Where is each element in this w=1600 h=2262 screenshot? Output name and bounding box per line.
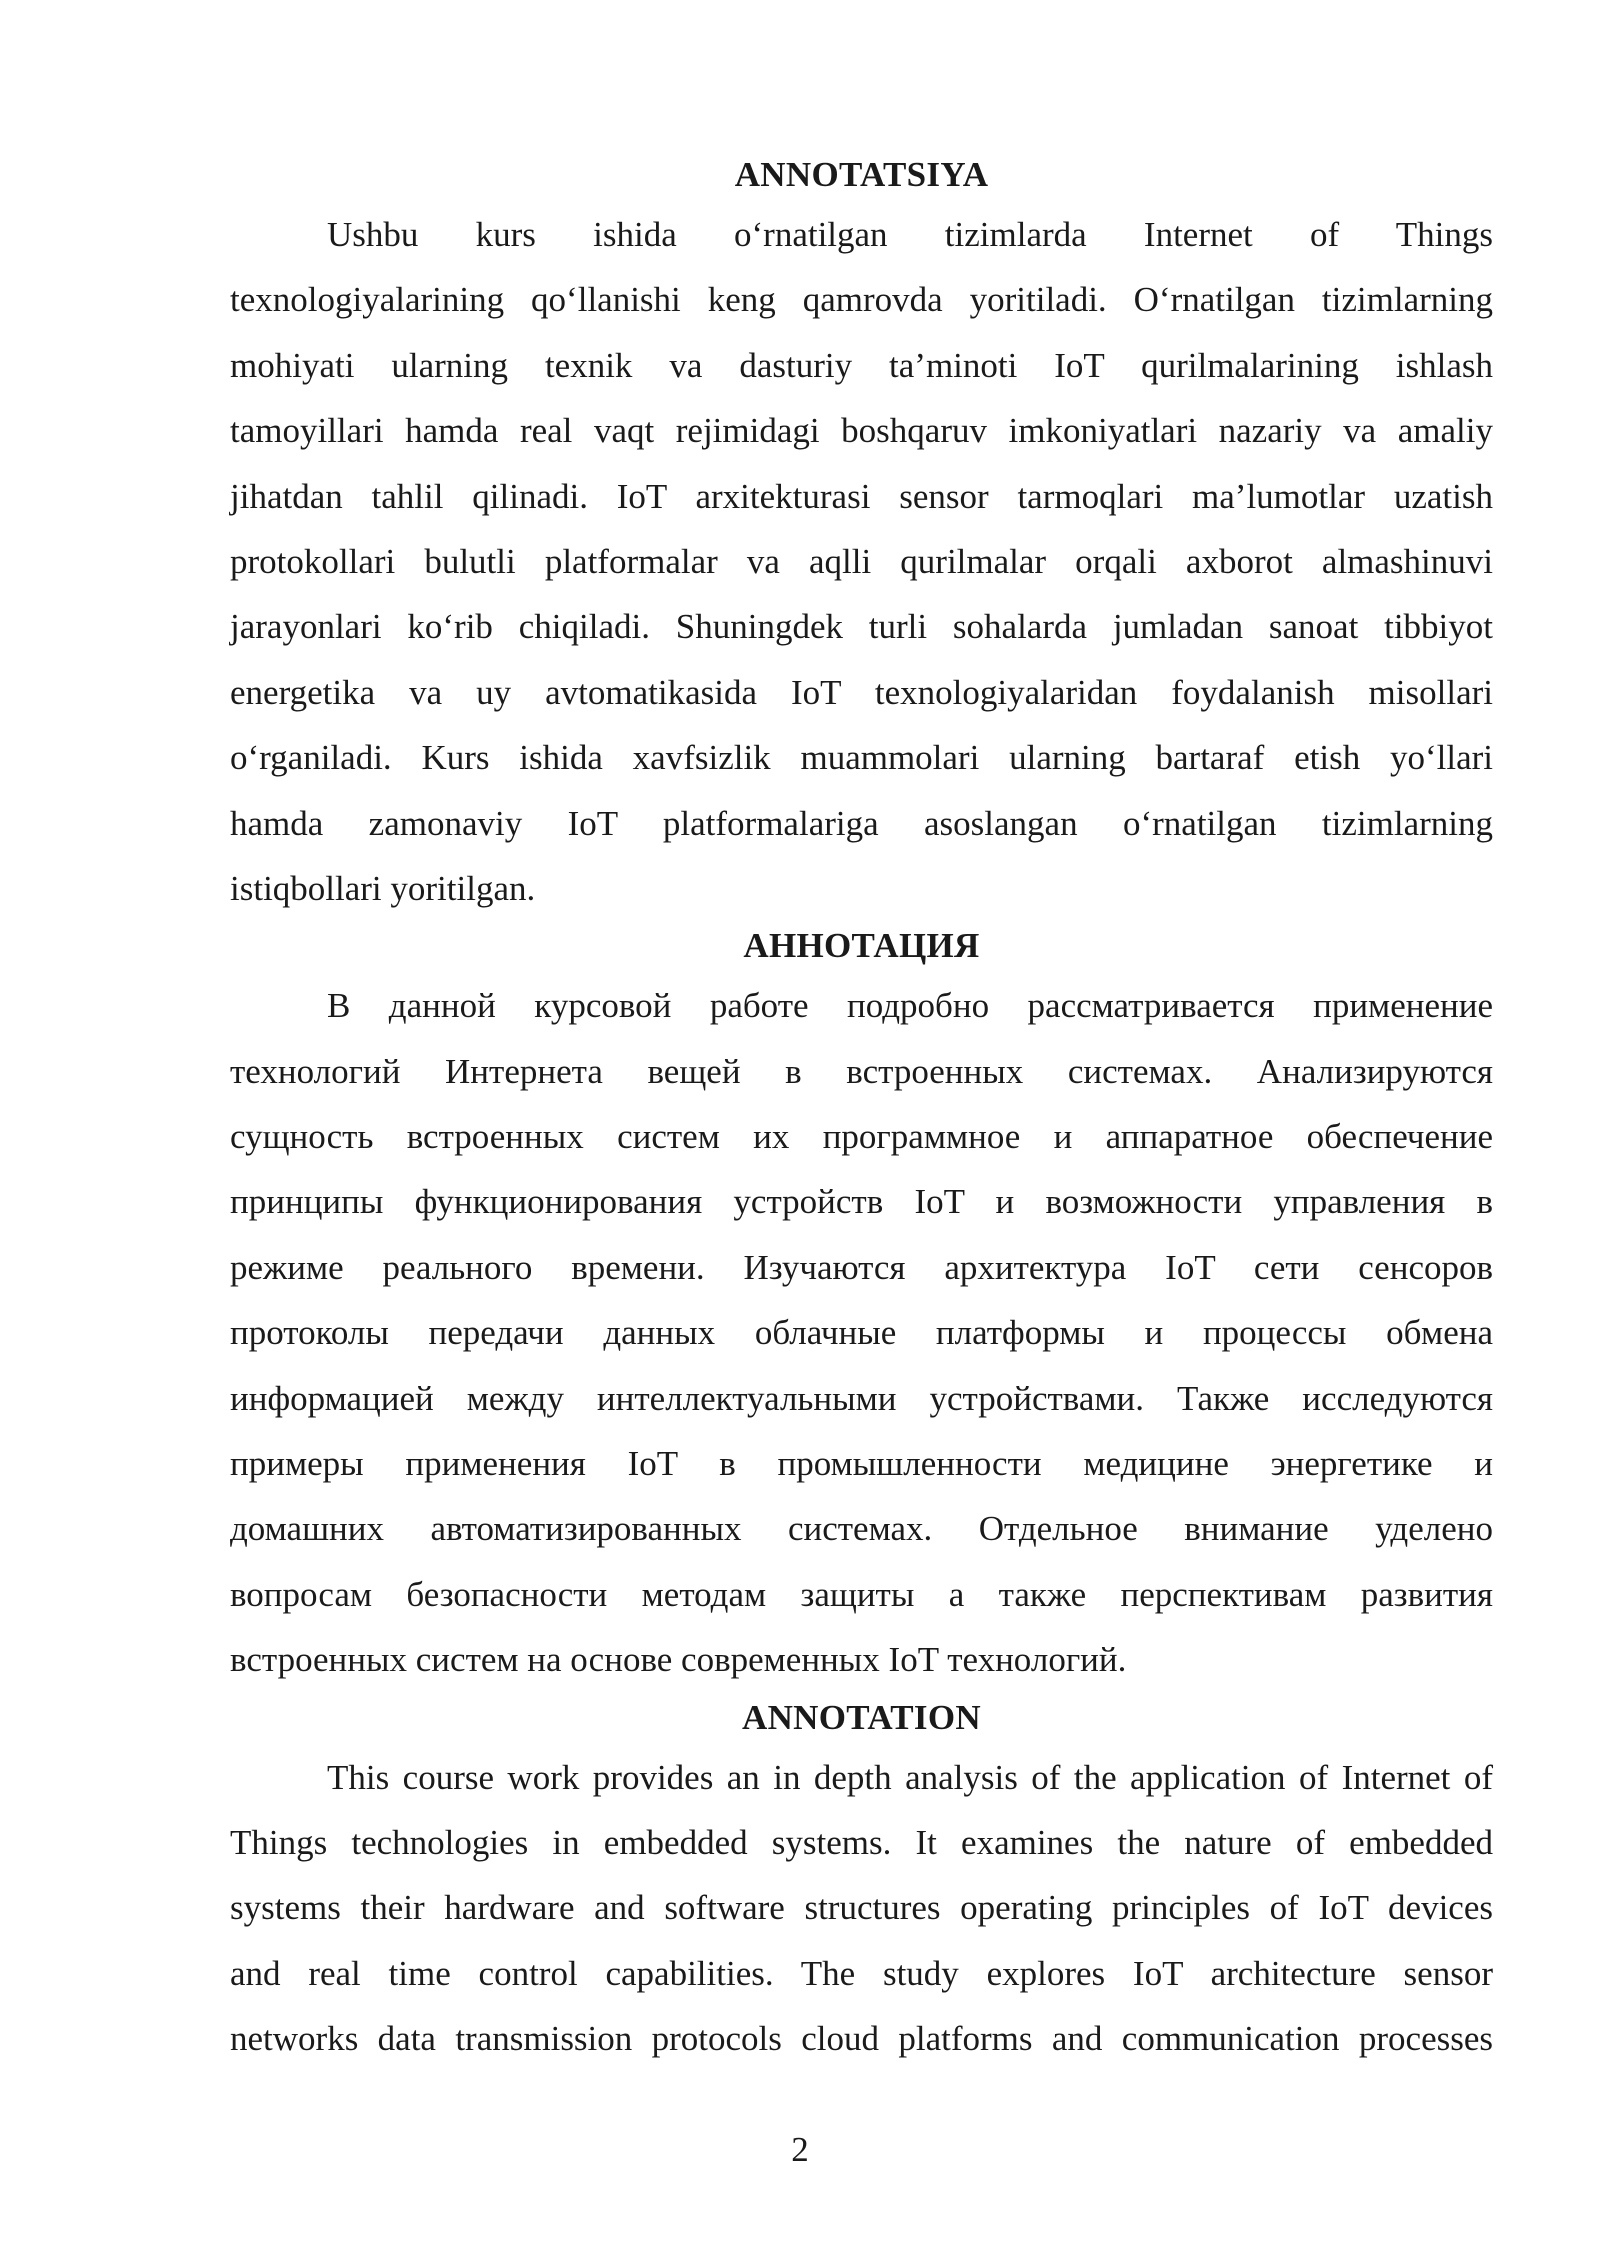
text-line: o‘rganiladi. Kurs ishida xavfsizlik muammolari ularning bartaraf etish yo‘llari <box>230 738 1493 778</box>
text-line: протоколы передачи данных облачные платформы и процессы обмена <box>230 1313 1493 1353</box>
section-paragraph <box>230 973 1493 1692</box>
text-line: сущность встроенных систем их программное и аппаратное обеспечение <box>230 1117 1493 1157</box>
text-line: istiqbollari yoritilgan. <box>230 868 536 908</box>
text-line: домашних автоматизированных системах. Отдельное внимание уделено <box>230 1509 1493 1549</box>
text-line: jarayonlari ko‘rib chiqiladi. Shuningdek turli sohalarda jumladan sanoat tibbiyot <box>230 607 1493 647</box>
text-line: mohiyati ularning texnik va dasturiy ta’minoti IoT qurilmalarining ishlash <box>230 345 1493 385</box>
text-line: This course work provides an in depth analysis of the application of Internet of <box>327 1757 1493 1797</box>
section-paragraph <box>230 202 1493 921</box>
section-heading: ANNOTATION <box>742 1697 981 1737</box>
section-english <box>230 1693 1493 2072</box>
text-line: networks data transmission protocols cloud platforms and communication processes <box>230 2019 1493 2059</box>
text-line: energetika va uy avtomatikasida IoT texnologiyalaridan foydalanish misollari <box>230 672 1493 712</box>
text-line: режиме реального времени. Изучаются архитектура IoT сети сенсоров <box>230 1247 1493 1287</box>
section-uzbek <box>230 150 1493 921</box>
text-line: protokollari bulutli platformalar va aqlli qurilmalar orqali axborot almashinuvi <box>230 541 1493 581</box>
text-line: В данной курсовой работе подробно рассматривается применение <box>327 986 1493 1026</box>
text-line: встроенных систем на основе современных IoT технологий. <box>230 1640 1127 1680</box>
text-line: tamoyillari hamda real vaqt rejimidagi boshqaruv imkoniyatlari nazariy va amaliy <box>230 411 1493 451</box>
text-line: информацией между интеллектуальными устройствами. Также исследуются <box>230 1378 1493 1418</box>
text-line: вопросам безопасности методам защиты а также перспективам развития <box>230 1574 1493 1614</box>
page-number: 2 <box>791 2130 809 2169</box>
text-line: примеры применения IoT в промышленности медицине энергетике и <box>230 1444 1493 1484</box>
section-heading: ANNOTATSIYA <box>734 155 989 194</box>
text-line: and real time control capabilities. The study explores IoT architecture sensor <box>230 1953 1493 1993</box>
text-line: texnologiyalarining qo‘llanishi keng qamrovda yoritiladi. O‘rnatilgan tizimlarning <box>230 280 1493 320</box>
text-line: hamda zamonaviy IoT platformalariga asoslangan o‘rnatilgan tizimlarning <box>230 803 1493 843</box>
section-heading: АННОТАЦИЯ <box>743 926 980 966</box>
text-line: Ushbu kurs ishida o‘rnatilgan tizimlarda Internet of Things <box>327 215 1493 254</box>
text-line: jihatdan tahlil qilinadi. IoT arxitekturasi sensor tarmoqlari ma’lumotlar uzatish <box>230 476 1493 516</box>
section-russian <box>230 921 1493 1692</box>
section-paragraph <box>230 1745 1493 2072</box>
text-line: systems their hardware and software structures operating principles of IoT devices <box>230 1888 1493 1928</box>
text-line: Things technologies in embedded systems. It examines the nature of embedded <box>230 1822 1493 1862</box>
text-line: принципы функционирования устройств IoT и возможности управления в <box>230 1182 1493 1222</box>
document-page <box>230 150 1493 2072</box>
text-line: технологий Интернета вещей в встроенных системах. Анализируются <box>230 1051 1493 1091</box>
